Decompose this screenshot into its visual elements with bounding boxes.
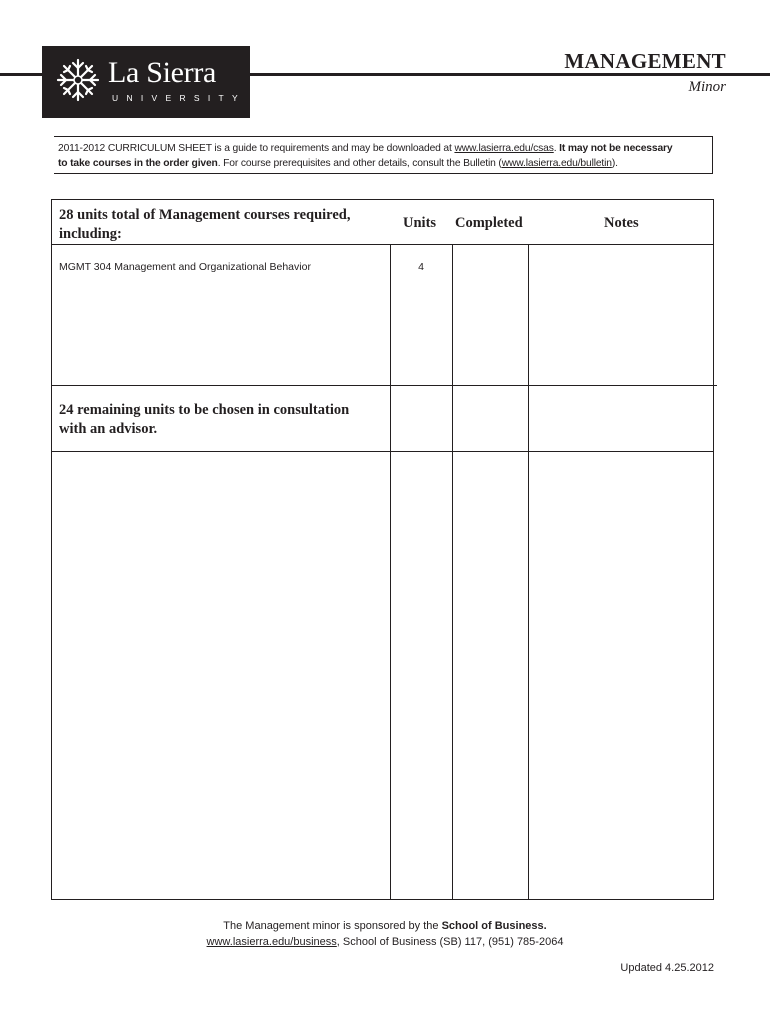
course-table: [51, 199, 714, 900]
completed-column-divider: [452, 244, 453, 899]
notes-column-header: Notes: [604, 215, 639, 231]
snowflake-logo-icon: [54, 56, 102, 104]
notice-line-1: [58, 141, 712, 156]
notes-column-divider: [528, 244, 529, 899]
footer-sponsor-text: The Management minor is sponsored by the: [223, 920, 442, 932]
curriculum-notice: [54, 136, 713, 174]
notice-line-2: [58, 156, 712, 171]
footer-line-1: [0, 918, 770, 934]
page-subtitle: Minor: [688, 79, 726, 95]
business-link[interactable]: www.lasierra.edu/business: [206, 936, 337, 948]
section1-heading: 28 units total of Management courses required, including:: [59, 207, 351, 242]
section2-header-divider: [51, 451, 714, 452]
notice-bold-text-2: to take courses in the order given: [58, 158, 218, 169]
notice-end: ).: [611, 158, 618, 169]
notice-text-2: . For course prerequisites and other details, consult the Bulletin (: [217, 158, 502, 169]
bulletin-link[interactable]: www.lasierra.edu/bulletin: [501, 158, 612, 169]
notice-separator: .: [553, 143, 560, 154]
section2-heading: 24 remaining units to be chosen in consultation with an advisor.: [59, 402, 350, 437]
section-divider: [51, 385, 717, 386]
course-name: MGMT 304 Management and Organizational Behavior: [59, 261, 311, 273]
table-border-bottom: [51, 899, 714, 900]
logo-name: La Sierra: [108, 56, 217, 89]
page-title: MANAGEMENT: [564, 49, 726, 73]
header-row-divider: [51, 244, 714, 245]
csas-link[interactable]: www.lasierra.edu/csas: [454, 143, 554, 154]
logo-subtitle: UNIVERSITY: [112, 93, 247, 103]
table-border-top: [51, 199, 714, 200]
footer-line-2: [0, 934, 770, 950]
table-border-left: [51, 199, 52, 900]
footer-contact: , School of Business (SB) 117, (951) 785-2064: [336, 936, 564, 948]
updated-date: Updated 4.25.2012: [620, 962, 714, 974]
notice-bold-text: It may not be necessary: [559, 143, 673, 154]
completed-column-header: Completed: [455, 215, 523, 231]
notice-text: 2011-2012 CURRICULUM SHEET is a guide to requirements and may be downloaded at: [58, 143, 455, 154]
table-border-right: [713, 199, 714, 900]
university-logo: [42, 46, 250, 118]
footer: [0, 918, 770, 950]
units-column-header: Units: [403, 215, 437, 231]
units-column-divider: [390, 244, 391, 899]
footer-school-name: School of Business.: [441, 920, 547, 932]
course-units: 4: [418, 261, 424, 273]
